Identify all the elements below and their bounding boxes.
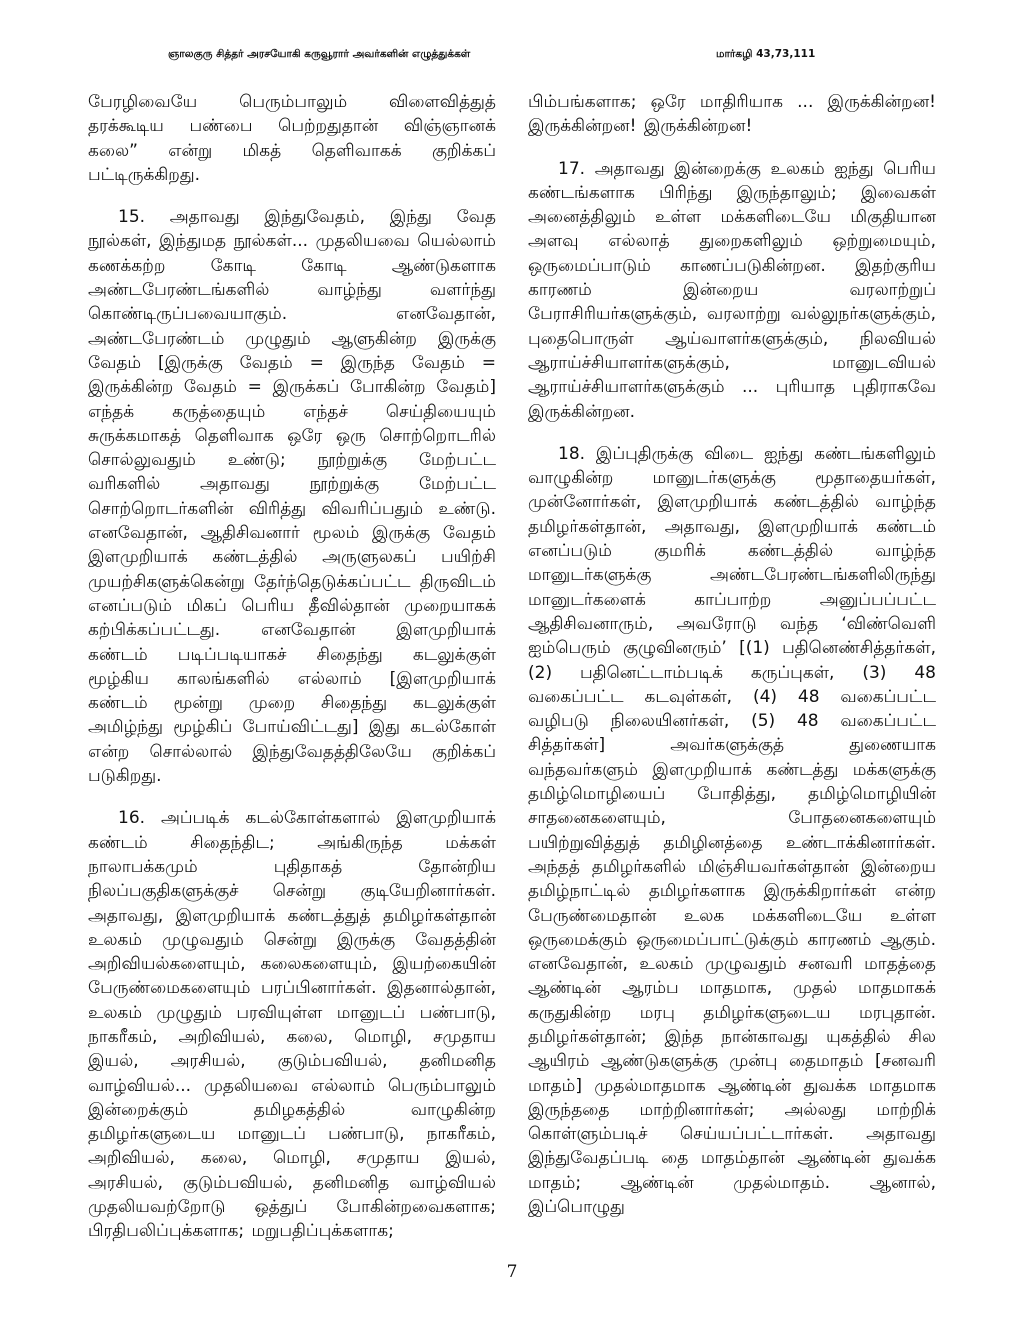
right-column: [528, 90, 936, 1237]
header-issue-info: மார்கழி 43,73,111: [716, 48, 816, 60]
left-column: [88, 90, 496, 1262]
paragraph-continuation: பிம்பங்களாக; ஒரே மாதிரியாக ... இருக்கின்றன! இருக்கின்றன! இருக்கின்றன!: [528, 92, 936, 137]
paragraph-16: 16. அப்படிக் கடல்கோள்களால் இளமுறியாக் கண்டம் சிதைந்திட; அங்கிருந்த மக்கள் நாலாபக்கமும் புதிதாகத் தோன்றிய நிலப்பகுதிகளுக்குச் சென்று குடியேறினார்கள். அதாவது, இளமுறியாக் கண்டத்துத் தமிழர்கள்தான் உலகம் முழுவதும் சென்று இருக்கு வேதத்தின் அறிவியல்களையும், கலைகளையும், இயற்கையின் பேருண்மைகளையும் பரப்பினார்கள். இதனால்தான், உலகம் முழுதும் பரவியுள்ள மானுடப் பண்பாடு, நாகரீகம், அறிவியல், கலை, மொழி, சமுதாய இயல், அரசியல், குடும்பவியல், தனிமனித வாழ்வியல்... முதலியவை எல்லாம் பெரும்பாலும் இன்றைக்கும் தமிழகத்தில் வாழுகின்ற தமிழர்களுடைய மானுடப் பண்பாடு, நாகரீகம், அறிவியல், கலை, மொழி, சமுதாய இயல், அரசியல், குடும்பவியல், தனிமனித வாழ்வியல் முதலியவற்றோடு ஒத்துப் போகின்றவைகளாக; பிரதிபலிப்புக்களாக; மறுபதிப்புக்களாக;: [88, 808, 496, 1242]
paragraph-15: 15. அதாவது இந்துவேதம், இந்து வேத நூல்கள், இந்துமத நூல்கள்... முதலியவை யெல்லாம் கணக்கற்ற கோடி கோடி ஆண்டுகளாக அண்டபேரண்டங்களில் வாழ்ந்து வளர்ந்து கொண்டிருப்பவையாகும். எனவேதான், அண்டபேரண்டம் முழுதும் ஆளுகின்ற இருக்கு வேதம் [இருக்கு வேதம் = இருந்த வேதம் = இருக்கின்ற வேதம் = இருக்கப் போகின்ற வேதம்] எந்தக் கருத்தையும் எந்தச் செய்தியையும் சுருக்கமாகத் தெளிவாக ஒரே ஒரு சொற்றொடரில் சொல்லுவதும் உண்டு; நூற்றுக்கு மேற்பட்ட வரிகளில் அதாவது நூற்றுக்கு மேற்பட்ட சொற்றொடர்களின் விரித்து விவரிப்பதும் உண்டு. எனவேதான், ஆதிசிவனார் மூலம் இருக்கு வேதம் இளமுறியாக் கண்டத்தில் அருளுலகப் பயிற்சி முயற்சிகளுக்கென்று தேர்ந்தெடுக்கப்பட்ட திருவிடம் எனப்படும் மிகப் பெரிய தீவில்தான் முறையாகக் கற்பிக்கப்பட்டது. எனவேதான் இளமுறியாக் கண்டம் படிப்படியாகச் சிதைந்து கடலுக்குள் மூழ்கிய காலங்களில் எல்லாம் [இளமுறியாக் கண்டம் மூன்று முறை சிதைந்து கடலுக்குள் அமிழ்ந்து மூழ்கிப் போய்விட்டது] இது கடல்கோள் என்ற சொல்லால் இந்துவேதத்திலேயே குறிக்கப் படுகிறது.: [88, 207, 496, 787]
page-header: [0, 48, 1024, 64]
paragraph-18: 18. இப்புதிருக்கு விடை ஐந்து கண்டங்களிலும் வாழுகின்ற மானுடர்களுக்கு மூதாதையர்கள், முன்னோர்கள், இளமுறியாக் கண்டத்தில் வாழ்ந்த தமிழர்கள்தான், அதாவது, இளமுறியாக் கண்டம் எனப்படும் குமரிக் கண்டத்தில் வாழ்ந்த மானுடர்களுக்கு அண்டபேரண்டங்களிலிருந்து மானுடர்களைக் காப்பாற்ற அனுப்பப்பட்ட ஆதிசிவனாரும், அவரோடு வந்த ‘விண்வெளி ஐம்பெரும் குழுவினரும்’ [(1) பதினெண்சித்தர்கள், (2) பதினெட்டாம்படிக் கருப்புகள், (3) 48 வகைப்பட்ட கடவுள்கள், (4) 48 வகைப்பட்ட வழிபடு நிலையினர்கள், (5) 48 வகைப்பட்ட சித்தர்கள்] அவர்களுக்குத் துணையாக வந்தவர்களும் இளமுறியாக் கண்டத்து மக்களுக்கு தமிழ்மொழியைப் போதித்து, தமிழ்மொழியின் சாதனைகளையும், போதனைகளையும் பயிற்றுவித்துத் தமிழினத்தை உண்டாக்கினார்கள். அந்தத் தமிழர்களில் மிஞ்சியவர்கள்தான் இன்றைய தமிழ்நாட்டில் தமிழர்களாக இருக்கிறார்கள் என்ற பேருண்மைதான் உலக மக்களிடையே உள்ள ஒருமைக்கும் ஒருமைப்பாட்டுக்கும் காரணம் ஆகும். எனவேதான், உலகம் முழுவதும் சனவரி மாதத்தை ஆண்டின் ஆரம்ப மாதமாக, முதல் மாதமாகக் கருதுகின்ற மரபு தமிழர்களுடைய மரபுதான். தமிழர்கள்தான்; இந்த நான்காவது யுகத்தில் சில ஆயிரம் ஆண்டுகளுக்கு முன்பு தைமாதம் [சனவரி மாதம்] முதல்மாதமாக ஆண்டின் துவக்க மாதமாக இருந்ததை மாற்றினார்கள்; அல்லது மாற்றிக் கொள்ளும்படிச் செய்யப்பட்டார்கள். அதாவது இந்துவேதப்படி தை மாதம்தான் ஆண்டின் துவக்க மாதம்; ஆண்டின் முதல்மாதம். ஆனால், இப்பொழுது: [528, 443, 936, 1218]
page-number: 7: [506, 1262, 518, 1282]
paragraph-continuation: பேரழிவையே பெரும்பாலும் விளைவித்துத் தரக்கூடிய பண்பை பெற்றதுதான் விஞ்ஞானக் கலை” என்று மிகத் தெளிவாகக் குறிக்கப் பட்டிருக்கிறது.: [88, 92, 496, 185]
header-series-title: ஞாலகுரு சித்தர் அரசயோகி கருவூரார் அவர்களின் எழுத்துக்கள்: [168, 48, 471, 60]
paragraph-17: 17. அதாவது இன்றைக்கு உலகம் ஐந்து பெரிய கண்டங்களாக பிரிந்து இருந்தாலும்; இவைகள் அனைத்திலும் உள்ள மக்களிடையே மிகுதியான அளவு எல்லாத் துறைகளிலும் ஒற்றுமையும், ஒருமைப்பாடும் காணப்படுகின்றன. இதற்குரிய காரணம் இன்றைய வரலாற்றுப் பேராசிரியர்களுக்கும், வரலாற்று வல்லுநர்களுக்கும், புதைபொருள் ஆய்வாளர்களுக்கும், நிலவியல் ஆராய்ச்சியாளர்களுக்கும், மானுடவியல் ஆராய்ச்சியாளர்களுக்கும் ... புரியாத புதிராகவே இருக்கின்றன.: [528, 158, 936, 422]
